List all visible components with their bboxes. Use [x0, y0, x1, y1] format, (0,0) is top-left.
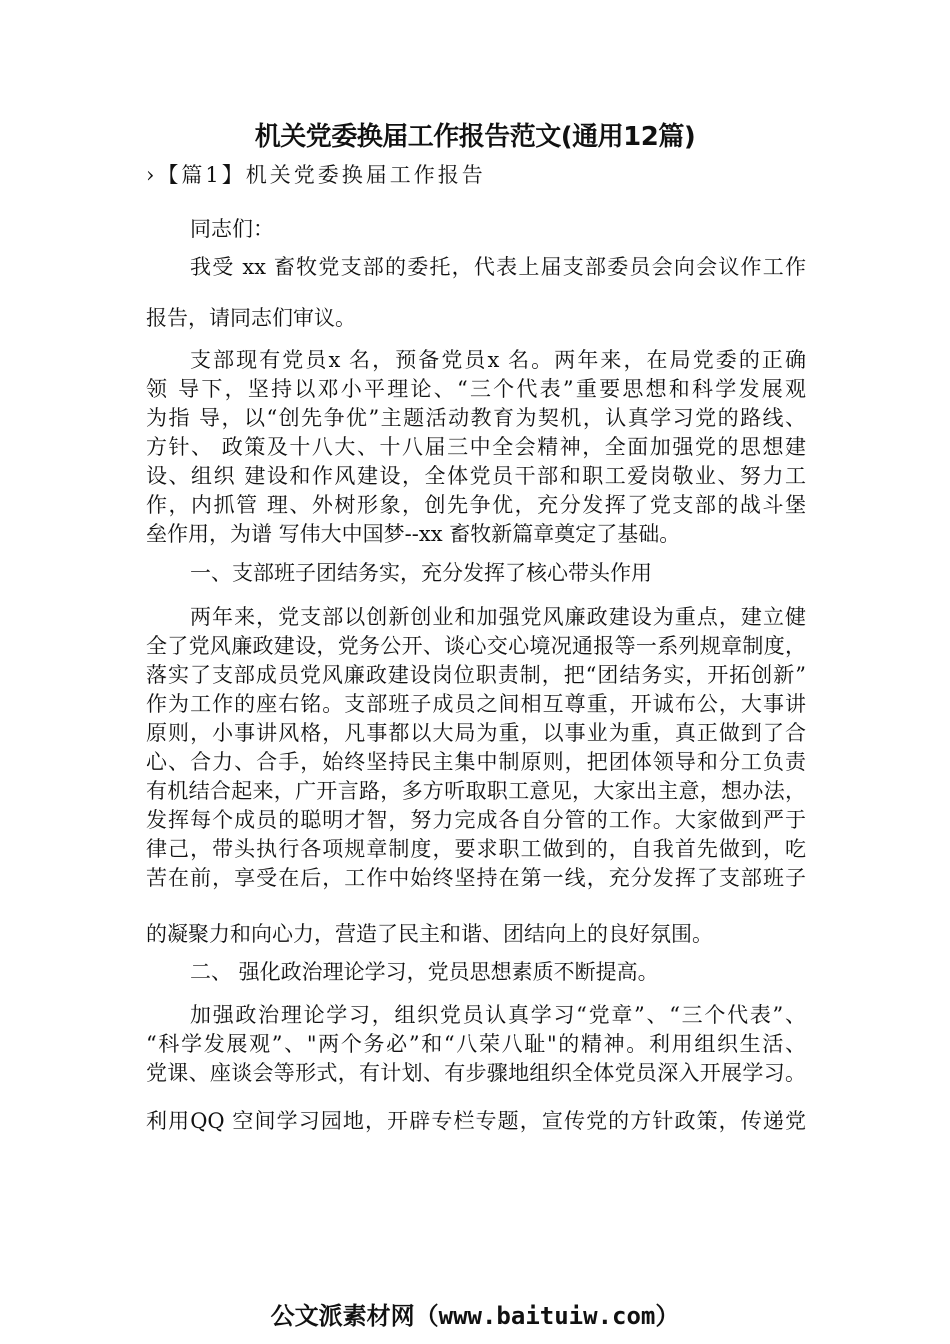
text-line: 两年来，党支部以创新创业和加强党风廉政建设为重点，建立健: [190, 605, 806, 629]
text-line: 一、支部班子团结务实，充分发挥了核心带头作用: [190, 561, 652, 585]
text-line: 报告，请同志们审议。: [146, 306, 356, 330]
footer-watermark: 公文派素材网（www.baituiw.com）: [270, 1302, 680, 1330]
text-line: 同志们：: [190, 217, 274, 241]
text-line: 我受 xx 畜牧党支部的委托，代表上届支部委员会向会议作工作: [190, 255, 806, 279]
text-line: 心、合力、合手，始终坚持民主集中制原则，把团体领导和分工负责: [146, 750, 806, 774]
text-line: 落实了支部成员党风廉政建设岗位职责制，把“团结务实，开拓创新”: [146, 663, 806, 687]
text-line: “科学发展观”、"两个务必”和“八荣八耻"的精神。利用组织生活、: [146, 1032, 806, 1056]
text-line: 领 导下，坚持以邓小平理论、“三个代表”重要思想和科学发展观: [146, 377, 806, 401]
text-line: 全了党风廉政建设，党务公开、谈心交心境况通报等一系列规章制度，: [146, 634, 806, 658]
text-line: 的凝聚力和向心力，营造了民主和谐、团结向上的良好氛围。: [146, 922, 713, 946]
text-line: 加强政治理论学习，组织党员认真学习“党章”、“三个代表”、: [190, 1003, 806, 1027]
text-line: 垒作用，为谱 写伟大中国梦--xx 畜牧新篇章奠定了基础。: [146, 522, 681, 546]
text-line: 二、 强化政治理论学习，党员思想素质不断提高。: [190, 960, 659, 984]
text-line: 设、组织 建设和作风建设，全体党员干部和职工爱岗敬业、努力工: [146, 464, 806, 488]
text-line: 党课、座谈会等形式，有计划、有步骤地组织全体党员深入开展学习。: [146, 1061, 806, 1085]
section-heading: ›【篇1】机关党委换届工作报告: [146, 163, 486, 187]
text-line: 方针、 政策及十八大、十八届三中全会精神，全面加强党的思想建: [146, 435, 806, 459]
text-line: 为指 导，以“创先争优”主题活动教育为契机，认真学习党的路线、: [146, 406, 806, 430]
text-line: 原则，小事讲风格，凡事都以大局为重，以事业为重，真正做到了合: [146, 721, 806, 745]
text-line: 作为工作的座右铭。支部班子成员之间相互尊重，开诚布公，大事讲: [146, 692, 806, 716]
text-line: 作，内抓管 理、外树形象，创先争优，充分发挥了党支部的战斗堡: [146, 493, 806, 517]
document-title: 机关党委换届工作报告范文(通用12篇): [254, 122, 696, 152]
text-line: 苦在前，享受在后，工作中始终坚持在第一线，充分发挥了支部班子: [146, 866, 806, 890]
text-line: 律己，带头执行各项规章制度，要求职工做到的，自我首先做到，吃: [146, 837, 806, 861]
text-line: 有机结合起来，广开言路，多方听取职工意见，大家出主意，想办法，: [146, 779, 806, 803]
text-line: 利用QQ 空间学习园地，开辟专栏专题，宣传党的方针政策，传递党: [146, 1109, 806, 1133]
text-line: 支部现有党员x 名，预备党员x 名。两年来，在局党委的正确: [190, 348, 806, 372]
text-line: 发挥每个成员的聪明才智，努力完成各自分管的工作。大家做到严于: [146, 808, 806, 832]
